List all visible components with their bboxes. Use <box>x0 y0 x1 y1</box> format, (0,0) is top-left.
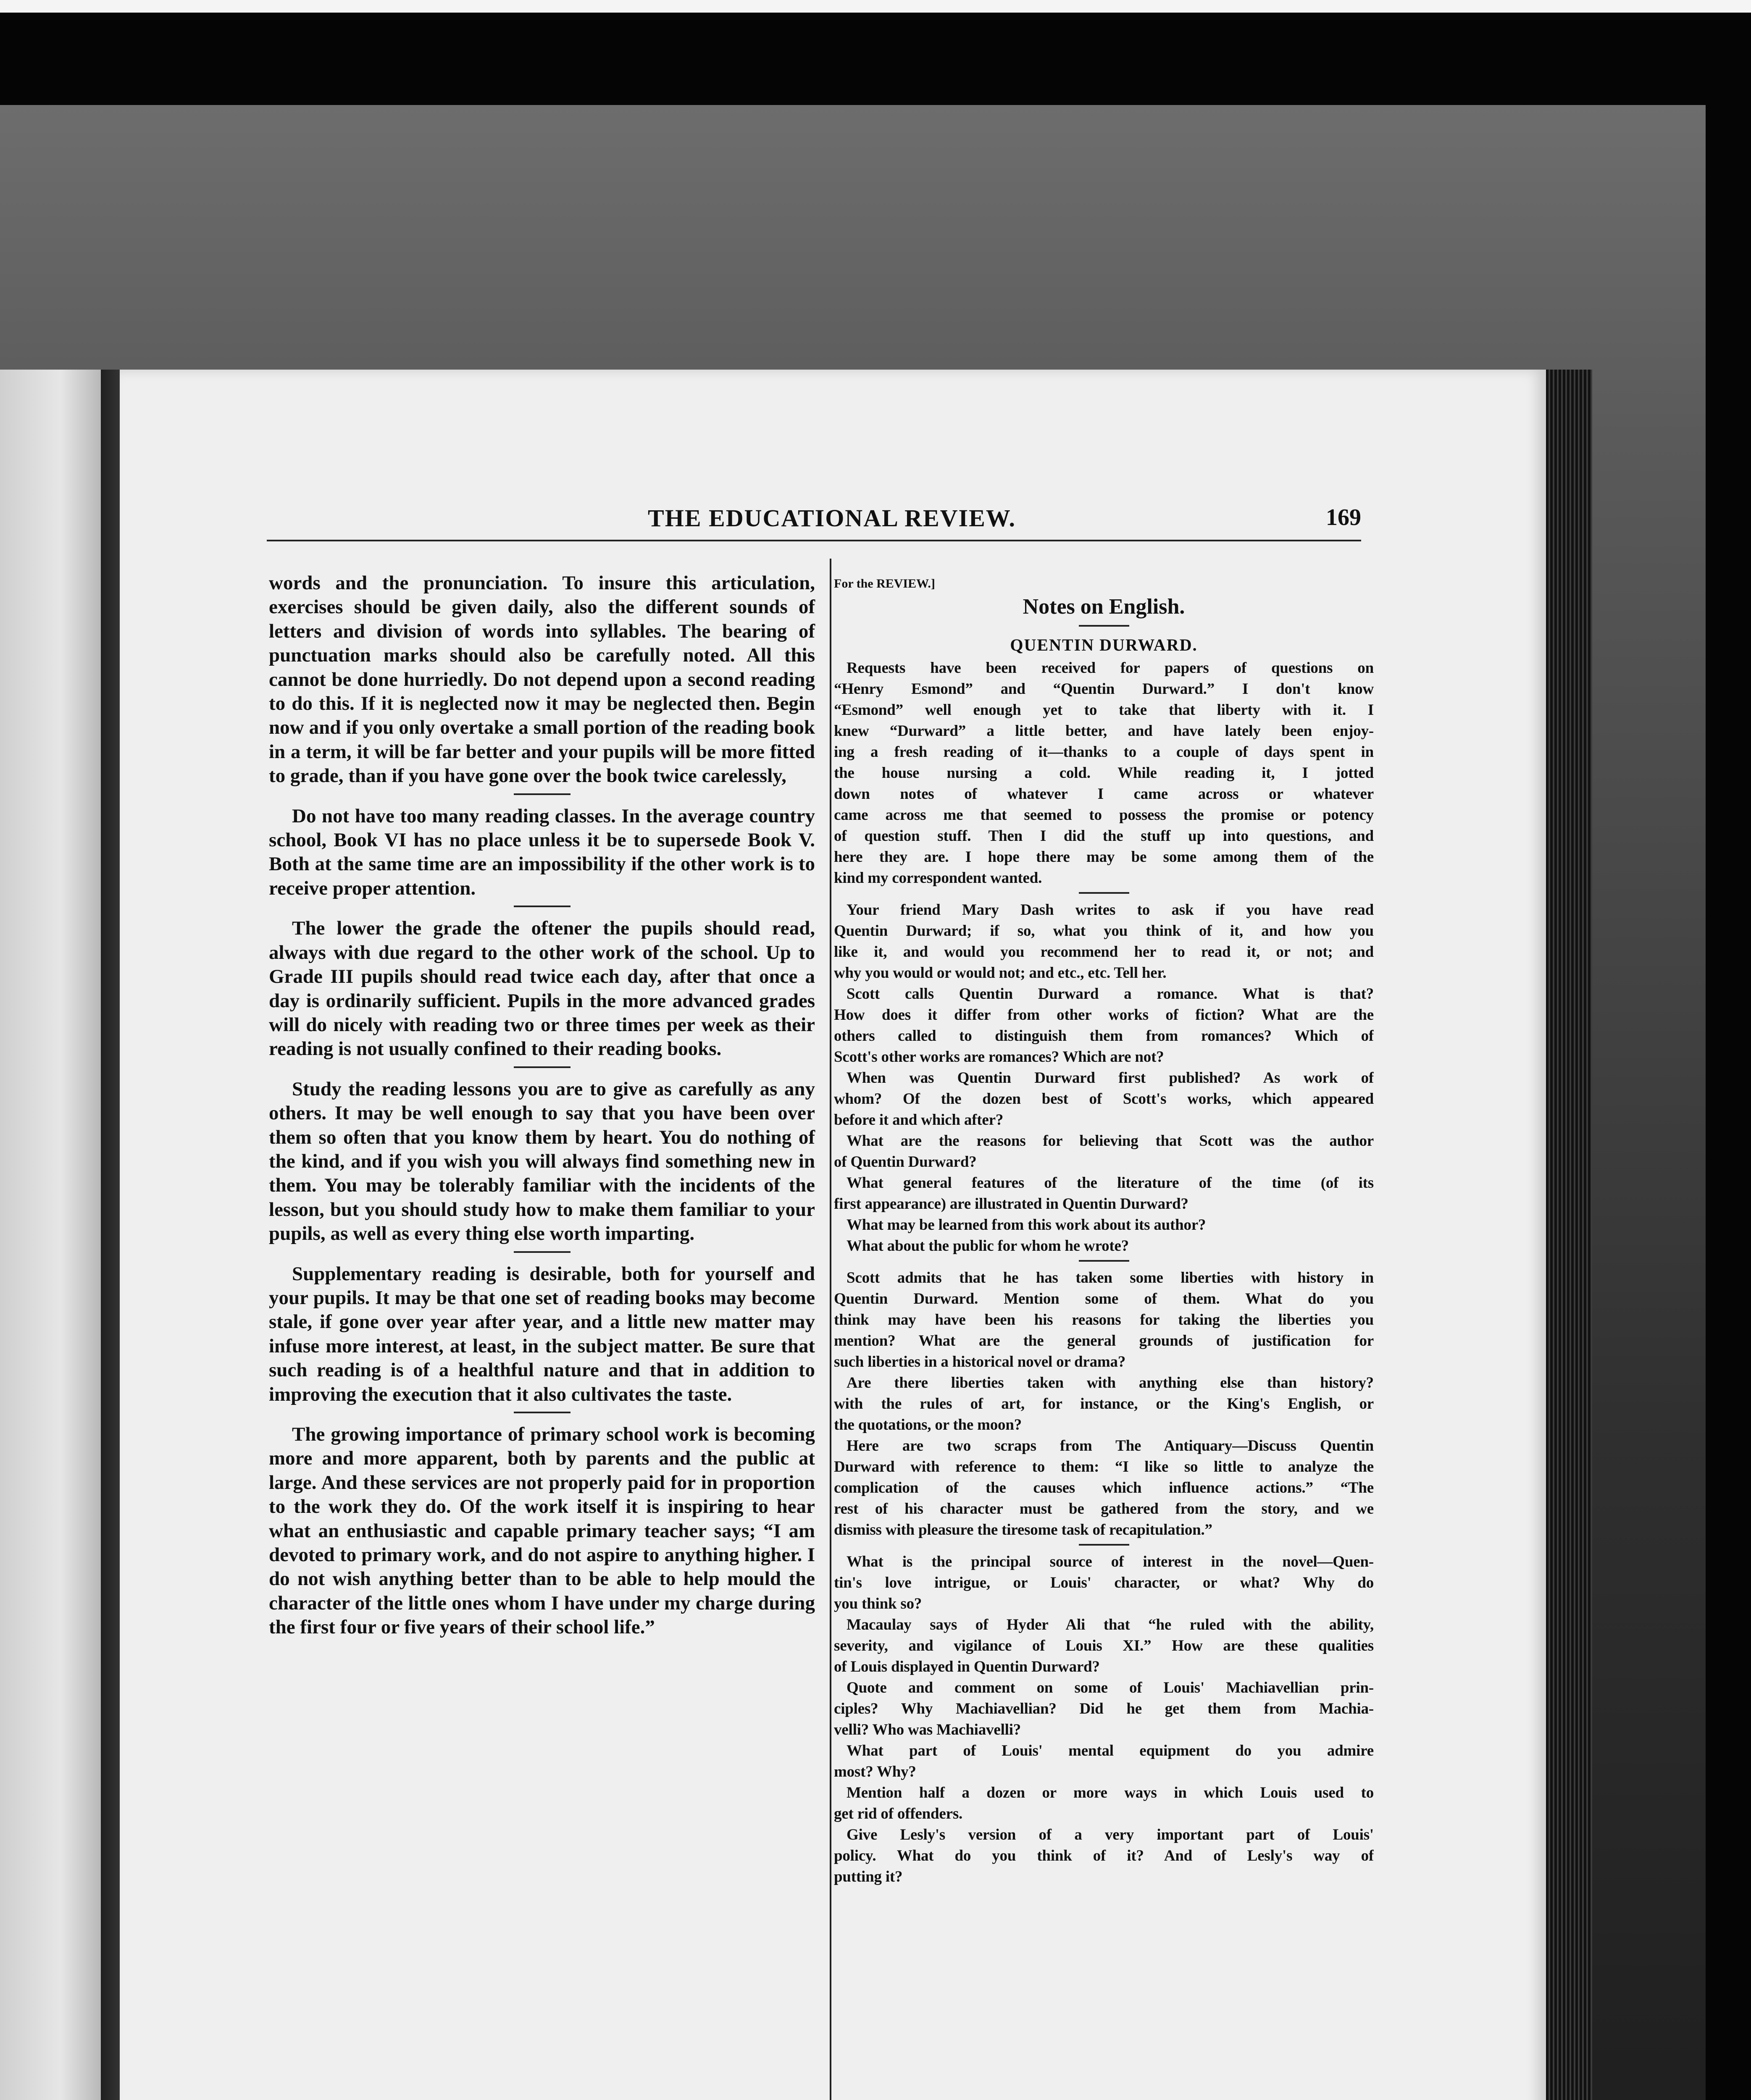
article-line: kind my correspondent wanted. <box>834 869 1042 887</box>
article-line: you think so? <box>834 1595 922 1612</box>
article-line: why you would or would not; and etc., etc. Tell her. <box>834 964 1167 982</box>
column-divider <box>830 559 831 2100</box>
article-line: What are the reasons for believing that Scott was the author <box>847 1132 1374 1150</box>
article-line: the quotations, or the moon? <box>834 1416 1022 1433</box>
source-note: For the REVIEW.] <box>834 577 935 591</box>
article-line: Durward with reference to them: “I like so little to analyze the <box>834 1458 1374 1475</box>
article-line: dismiss with pleasure the tiresome task of recapitulation.” <box>834 1521 1212 1538</box>
section-rule <box>1079 1260 1129 1262</box>
article-line: of Louis displayed in Quentin Durward? <box>834 1658 1100 1675</box>
article-line: Quote and comment on some of Louis' Machiavellian prin- <box>847 1679 1374 1696</box>
article-line: think may have been his reasons for taking the liberties you <box>834 1311 1374 1328</box>
section-rule <box>514 906 571 907</box>
article-line: before it and which after? <box>834 1111 1004 1129</box>
section-rule <box>1079 892 1129 894</box>
article-line: What about the public for whom he wrote? <box>847 1237 1129 1255</box>
article-line: Scott's other works are romances? Which are not? <box>834 1048 1164 1066</box>
film-border <box>0 0 1751 13</box>
article-line: What part of Louis' mental equipment do you admire <box>847 1742 1374 1759</box>
right-column <box>834 575 1374 1887</box>
article-line: down notes of whatever I came across or whatever <box>834 785 1374 803</box>
article-line: Quentin Durward. Mention some of them. What do you <box>834 1290 1374 1307</box>
article-body <box>834 658 1374 1887</box>
article-line: putting it? <box>834 1868 903 1885</box>
paragraph: words and the pronunciation. To insure this articulation, exercises should be given daily, also the different sounds of letters and division of words into syllables. The bearing of punctuation marks should also be carefully noted. All this cannot be done hurriedly. Do not depend upon a second reading to do this. If it is neglected now it may be neglected then. Begin now and if you only overtake a small portion of the reading book in a term, it will be far better and your pupils will be more fitted to grade, than if you have gone over the book twice carelessly, <box>269 572 815 787</box>
article-line: Macaulay says of Hyder Ali that “he ruled with the ability, <box>847 1616 1374 1633</box>
article-subtitle: QUENTIN DURWARD. <box>1010 635 1198 654</box>
article-line: knew “Durward” a little better, and have lately been enjoy- <box>834 722 1374 740</box>
article-line: of Quentin Durward? <box>834 1153 977 1171</box>
section-rule <box>514 1066 571 1068</box>
article-line: complication of the causes which influence actions.” “The <box>834 1479 1374 1496</box>
article-line: Scott admits that he has taken some liberties with history in <box>847 1269 1374 1286</box>
article-line: like it, and would you recommend her to read it, or not; and <box>834 943 1374 961</box>
article-line: tin's love intrigue, or Louis' character, or what? Why do <box>834 1574 1374 1591</box>
article-line: How does it differ from other works of fiction? What are the <box>834 1006 1374 1024</box>
left-column <box>269 571 815 1640</box>
article-line: of question stuff. Then I did the stuff up into questions, and <box>834 827 1374 845</box>
page-stack-edge <box>1546 370 1592 2100</box>
article-line: most? Why? <box>834 1763 916 1780</box>
article-line: Are there liberties taken with anything else than history? <box>847 1374 1374 1391</box>
article-line: ciples? Why Machiavellian? Did he get them from Machia- <box>834 1700 1374 1717</box>
section-rule <box>514 1412 571 1413</box>
article-line: whom? Of the dozen best of Scott's works, which appeared <box>834 1090 1374 1108</box>
article-line: Give Lesly's version of a very important part of Louis' <box>847 1826 1374 1843</box>
article-line: “Henry Esmond” and “Quentin Durward.” I don't know <box>834 680 1374 698</box>
header-rule <box>267 540 1361 541</box>
article-line: Quentin Durward; if so, what you think of it, and how you <box>834 922 1374 940</box>
paragraph: Supplementary reading is desirable, both for yourself and your pupils. It may be that one set of reading books may become stale, if gone over year after year, and a little new matter may infuse more interest, at least, in the subject matter. Be sure that such reading is of a healthful nature and that in addition to improving the execution that it also cultivates the taste. <box>269 1263 815 1405</box>
article-line: get rid of offenders. <box>834 1805 963 1822</box>
article-line: the house nursing a cold. While reading it, I jotted <box>834 764 1374 782</box>
paragraph: Study the reading lessons you are to give as carefully as any others. It may be well enough to say that you have been over them so often that you know them by heart. You do nothing of the kind, and if you wish you will always find something new in them. You may be tolerably familiar with the incidents of the lesson, but you should study how to make them familiar to your pupils, as well as every thing else worth imparting. <box>269 1078 815 1245</box>
article-line: Scott calls Quentin Durward a romance. What is that? <box>847 985 1374 1003</box>
article-line: others called to distinguish them from romances? Which of <box>834 1027 1374 1045</box>
article-line: What is the principal source of interest in the novel—Quen- <box>847 1553 1374 1570</box>
article-line: rest of his character must be gathered from the story, and we <box>834 1500 1374 1517</box>
article-line: What general features of the literature of the time (of its <box>847 1174 1374 1192</box>
article-line: velli? Who was Machiavelli? <box>834 1721 1021 1738</box>
article-line: Mention half a dozen or more ways in which Louis used to <box>847 1784 1374 1801</box>
article-line: with the rules of art, for instance, or the King's English, or <box>834 1395 1374 1412</box>
paragraph: The growing importance of primary school work is becoming more and more apparent, both by parents and the public at large. And these services are not properly paid for in proportion to the work they do. Of the work itself it is inspiring to hear what an enthusiastic and capable primary teacher says; “I am devoted to primary work, and do not aspire to anything higher. I do not wish anything better than to be able to help mould the character of the little ones whom I have under my charge during the first four or five years of their school life.” <box>269 1423 815 1638</box>
article-line: first appearance) are illustrated in Quentin Durward? <box>834 1195 1188 1213</box>
article-line: severity, and vigilance of Louis XI.” How are these qualities <box>834 1637 1374 1654</box>
article-title: Notes on English. <box>1023 595 1185 619</box>
article-line: What may be learned from this work about its author? <box>847 1216 1206 1234</box>
section-rule <box>514 793 571 795</box>
page-number: 169 <box>1326 504 1361 530</box>
article-line: here they are. I hope there may be some among them of the <box>834 848 1374 866</box>
paragraph: The lower the grade the oftener the pupils should read, always with due regard to the other work of the school. Up to Grade III pupils should read twice each day, after that once a day is ordinarily sufficient. Pupils in the more advanced grades will do nicely with reading two or three times per week as their reading is not usually confined to their reading books. <box>269 917 815 1060</box>
article-line: policy. What do you think of it? And of Lesly's way of <box>834 1847 1374 1864</box>
paragraph: Do not have too many reading classes. In the average country school, Book VI has no place unless it be to supersede Book V. Both at the same time are an impossibility if the other work is to receive proper attention. <box>269 805 815 899</box>
section-rule <box>1079 1544 1129 1546</box>
facing-page-edge <box>0 370 101 2100</box>
title-rule <box>1079 625 1129 627</box>
article-line: Requests have been received for papers of questions on <box>847 659 1374 677</box>
article-line: Here are two scraps from The Antiquary—Discuss Quentin <box>847 1437 1374 1454</box>
journal-title: THE EDUCATIONAL REVIEW. <box>648 504 1016 532</box>
article-line: “Esmond” well enough yet to take that liberty with it. I <box>834 701 1374 719</box>
article-line: ing a fresh reading of it—thanks to a couple of days spent in <box>834 743 1374 761</box>
article-line: came across me that seemed to possess the promise or potency <box>834 806 1374 824</box>
article-line: such liberties in a historical novel or drama? <box>834 1353 1126 1370</box>
article-line: mention? What are the general grounds of justification for <box>834 1332 1374 1349</box>
article-line: Your friend Mary Dash writes to ask if you have read <box>847 901 1374 919</box>
section-rule <box>514 1251 571 1253</box>
article-line: When was Quentin Durward first published? As work of <box>847 1069 1374 1087</box>
